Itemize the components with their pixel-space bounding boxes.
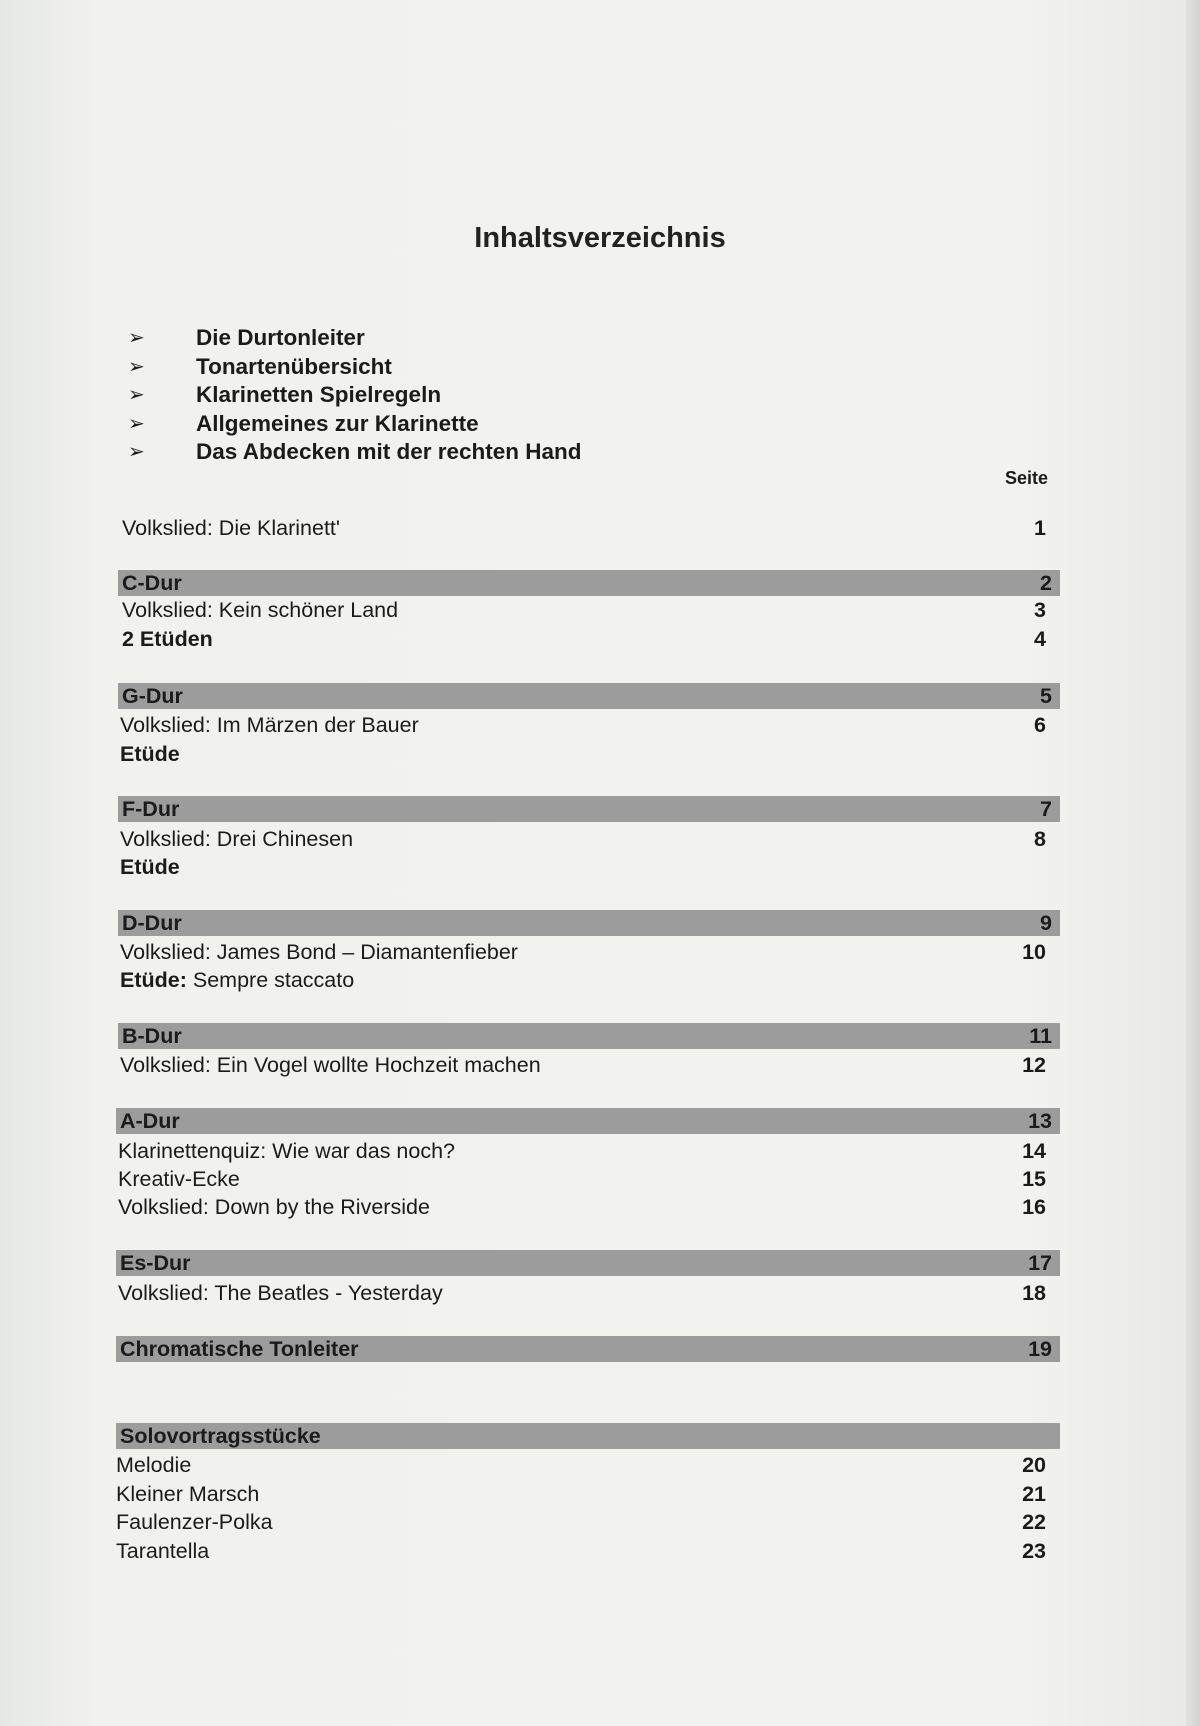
- intro-item: ➢ Tonartenübersicht: [128, 353, 582, 382]
- intro-item: ➢ Die Durtonleiter: [128, 324, 582, 353]
- toc-entry: Tarantella 23: [116, 1539, 1046, 1563]
- toc-entry: Volkslied: James Bond – Diamantenfieber 10: [120, 940, 1046, 964]
- section-bar-f-dur: F-Dur 7: [118, 796, 1060, 822]
- toc-entry: Etüde: [120, 855, 180, 879]
- section-bar-solo: Solovortragsstücke: [116, 1423, 1060, 1449]
- arrow-bullet-icon: ➢: [128, 384, 145, 406]
- toc-entry: Etüde: [120, 742, 180, 766]
- intro-item: ➢ Allgemeines zur Klarinette: [128, 410, 582, 439]
- toc-entry: 2 Etüden 4: [122, 627, 1046, 651]
- arrow-bullet-icon: ➢: [128, 327, 145, 349]
- arrow-bullet-icon: ➢: [128, 412, 145, 435]
- toc-entry: Volkslied: Down by the Riverside 16: [118, 1195, 1046, 1219]
- section-bar-b-dur: B-Dur 11: [118, 1023, 1060, 1049]
- seite-column-label: Seite: [1004, 468, 1048, 488]
- toc-entry: Faulenzer-Polka 22: [116, 1510, 1046, 1534]
- toc-entry: Klarinettenquiz: Wie war das noch? 14: [118, 1139, 1046, 1163]
- arrow-bullet-icon: ➢: [128, 355, 145, 378]
- toc-entry: Kleiner Marsch 21: [116, 1482, 1046, 1506]
- toc-entry: Melodie 20: [116, 1453, 1046, 1477]
- toc-entry: Volkslied: Ein Vogel wollte Hochzeit machen 12: [120, 1053, 1046, 1077]
- intro-list: [128, 324, 582, 467]
- section-bar-chromatic: Chromatische Tonleiter 19: [116, 1336, 1060, 1362]
- toc-entry: Volkslied: Drei Chinesen 8: [120, 827, 1046, 851]
- toc-entry: Etüde: Sempre staccato: [120, 968, 355, 992]
- page-edge: [1186, 0, 1200, 1726]
- section-bar-c-dur: C-Dur 2: [118, 570, 1060, 596]
- arrow-bullet-icon: ➢: [128, 441, 145, 463]
- section-bar-d-dur: D-Dur 9: [118, 910, 1060, 936]
- toc-entry: Volkslied: Kein schöner Land 3: [122, 598, 1046, 622]
- section-bar-es-dur: Es-Dur 17: [116, 1250, 1060, 1276]
- toc-entry: Kreativ-Ecke 15: [118, 1167, 1046, 1191]
- toc-entry: Volkslied: Im Märzen der Bauer 6: [120, 713, 1046, 737]
- section-bar-g-dur: G-Dur 5: [118, 683, 1060, 709]
- section-bar-a-dur: A-Dur 13: [116, 1108, 1060, 1134]
- toc-entry: Volkslied: The Beatles - Yesterday 18: [118, 1281, 1046, 1305]
- toc-entry: Volkslied: Die Klarinett' 1: [122, 516, 1046, 540]
- page-title: Inhaltsverzeichnis: [474, 222, 726, 254]
- intro-item: ➢ Klarinetten Spielregeln: [128, 381, 582, 410]
- intro-item: ➢ Das Abdecken mit der rechten Hand: [128, 438, 582, 467]
